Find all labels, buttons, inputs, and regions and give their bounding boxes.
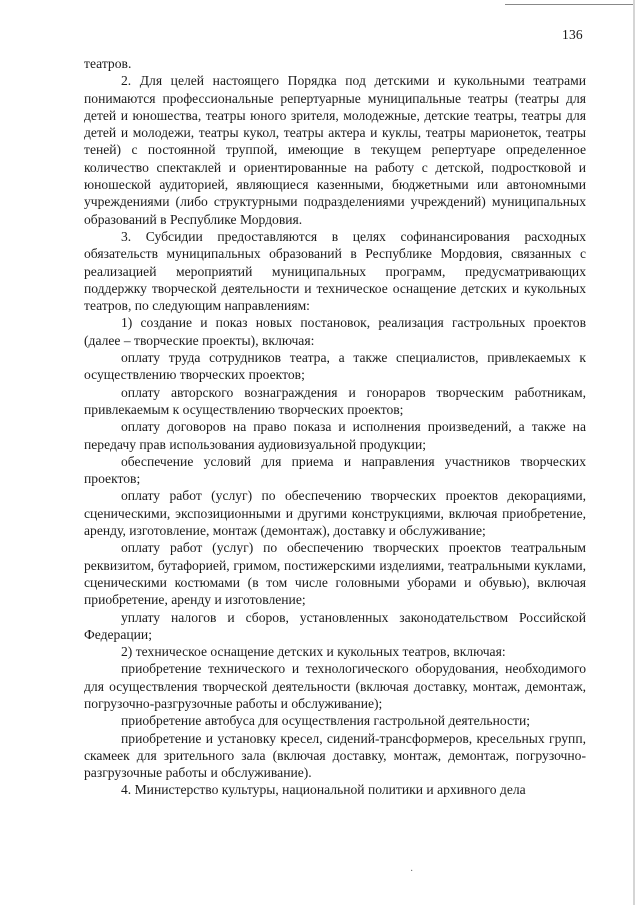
paragraph-list-entry: оплату договоров на право показа и исполнения произведений, а также на передачу прав использования аудиовизуальной продукции; — [84, 419, 586, 452]
paragraph-list-entry: приобретение и установку кресел, сидений-трансформеров, кресельных групп, скамеек для зрительного зала (включая доставку, монтаж, демонтаж, погрузочно-разгрузочные работы и обслуживание). — [84, 730, 586, 781]
paragraph-list-entry: обеспечение условий для приема и направления участников творческих проектов; — [84, 453, 586, 487]
paragraph-list-entry: оплату авторского вознаграждения и гонораров творческим работникам, привлекаемым к осуществлению творческих проектов; — [84, 384, 586, 417]
scan-speck: · — [410, 866, 414, 877]
paragraph-list-entry: оплату работ (услуг) по обеспечению творческих проектов театральным реквизитом, бутафорией, гримом, постижерскими изделиями, театральными куклами, сценическими костюмами (в том числе головными уборами и обувью), включая приобретение, аренду и изготовление; — [84, 540, 586, 608]
paragraph-list-entry: оплату труда сотрудников театра, а также специалистов, привлекаемых к осуществлению творческих проектов; — [84, 350, 586, 383]
document-body — [84, 55, 586, 799]
paragraph-item-4: 4. Министерство культуры, национальной политики и архивного дела — [121, 782, 526, 798]
paragraph-list-entry: оплату работ (услуг) по обеспечению творческих проектов декорациями, сценическими, экспозиционными и другими конструкциями, включая приобретение, аренду, изготовление, монтаж (демонтаж), доставку и обслуживание; — [84, 488, 586, 539]
paragraph-list-entry: уплату налогов и сборов, установленных законодательством Российской Федерации; — [84, 609, 586, 642]
page-number: 136 — [562, 27, 583, 42]
scan-border-top — [505, 4, 635, 5]
paragraph-list-entry: приобретение автобуса для осуществления гастрольной деятельности; — [121, 713, 531, 729]
paragraph-item-3: 3. Субсидии предоставляются в целях софинансирования расходных обязательств муниципальных образований в Республике Мордовия, связанных с реализацией мероприятий муниципальных программ, предусматривающих поддержку творческой деятельности и техническое оснащение детских и кукольных театров, по следующим направлениям: — [84, 228, 586, 314]
paragraph-item-2: 2. Для целей настоящего Порядка под детскими и кукольными театрами понимаются профессиональные репертуарные муниципальные театры (театры для детей и юношества, театры юного зрителя, молодежные, детские театры, театры для детей и молодежи, театры кукол, театры актера и куклы, театры марионеток, театры теней) с постоянной труппой, имеющие в текущем репертуаре определенное количество спектаклей и ориентированные на работу с детской, подростковой и юношеской аудиторией, являющиеся казенными, бюджетными или автономными учреждениями (либо структурными подразделениями учреждений) муниципальных образований в Республике Мордовия. — [84, 73, 586, 227]
paragraph-subitem-2: 2) техническое оснащение детских и кукольных театров, включая: — [121, 644, 506, 660]
scan-border-right — [633, 0, 635, 905]
paragraph-continuation: театров. — [84, 56, 132, 71]
paragraph-list-entry: приобретение технического и технологического оборудования, необходимого для осуществления творческой деятельности (включая доставку, монтаж, демонтаж, погрузочно-разгрузочные работы и обслуживание); — [84, 661, 586, 711]
paragraph-subitem-1: 1) создание и показ новых постановок, реализация гастрольных проектов (далее – творческие проекты), включая: — [84, 315, 586, 348]
